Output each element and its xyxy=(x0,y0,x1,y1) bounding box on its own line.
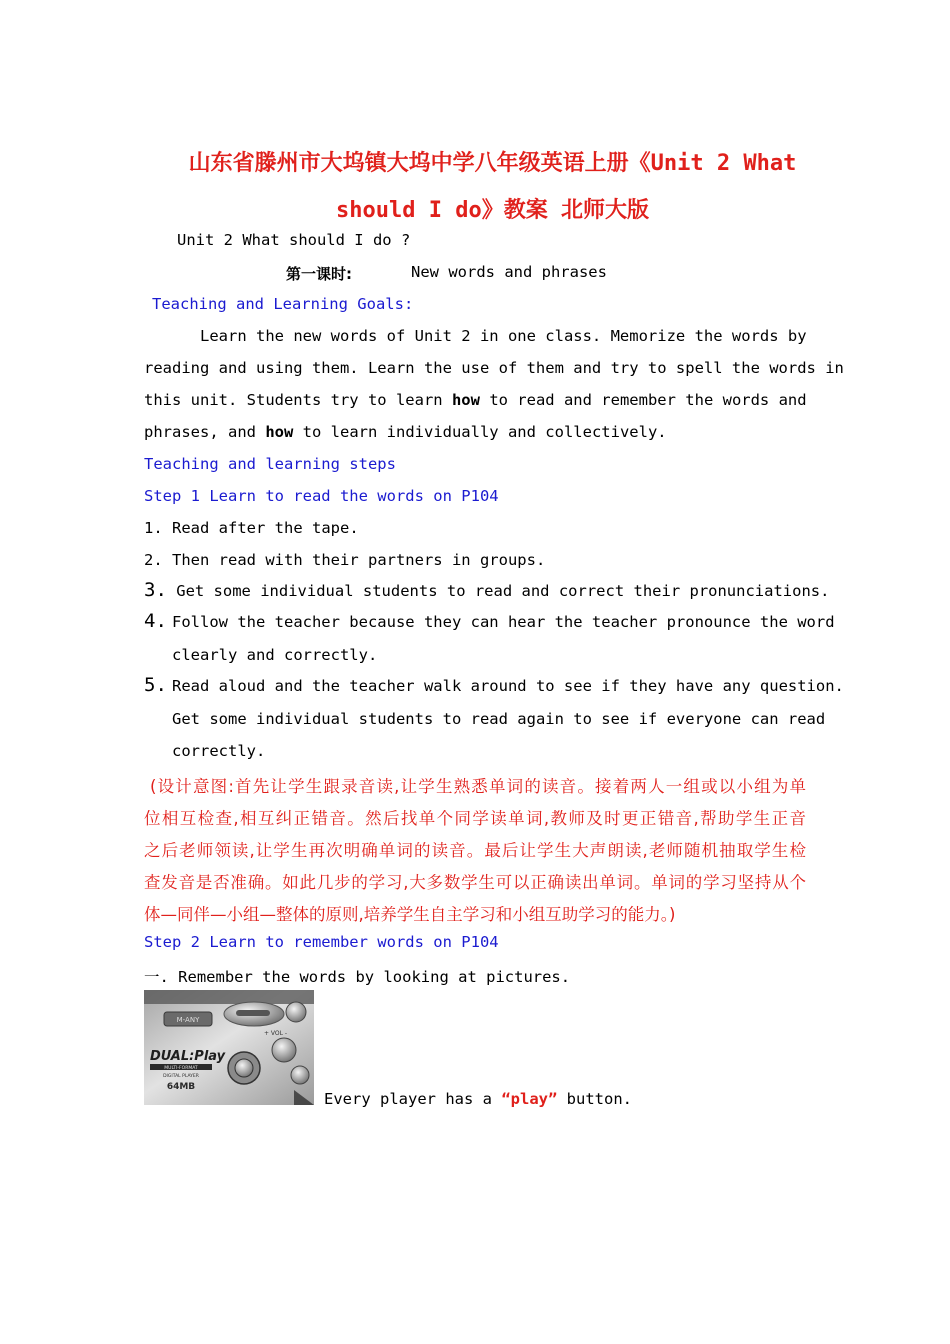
player-logo-text: M-ANY xyxy=(176,1016,200,1024)
design-note-line-5: 体—同伴—小组—整体的原则,培养学生自主学习和小组互助学习的能力。) xyxy=(144,905,676,924)
goals-line-4 xyxy=(144,423,667,441)
design-note-line-2: 位相互检查,相互纠正错音。然后找单个同学读单词,教师及时更正错音,帮助学生正音 xyxy=(144,809,806,828)
goals-line-3-start: this unit. Students try to learn xyxy=(144,391,443,409)
step1-item-5-cont2: correctly. xyxy=(172,742,266,760)
step1-item-4-cont: clearly and correctly. xyxy=(172,646,378,664)
player-sub2-text: DIGITAL PLAYER xyxy=(163,1074,199,1079)
step1-item-5-text: Read aloud and the teacher walk around to see if they have any question. xyxy=(172,677,844,695)
step1-item-3-num: 3. xyxy=(144,579,167,601)
lesson-label: 第一课时: xyxy=(286,265,352,283)
mp3-player-illustration xyxy=(144,990,314,1105)
step1-item-3-text: Get some individual students to read and correct their pronunciations. xyxy=(176,582,830,600)
step1-item-4-text: Follow the teacher because they can hear the teacher pronounce the word xyxy=(172,613,835,631)
goals-heading: Teaching and Learning Goals: xyxy=(152,295,414,313)
design-note-line-1: (设计意图:首先让学生跟录音读,让学生熟悉单词的读音。接着两人一组或以小组为单 xyxy=(150,777,806,796)
unit-heading: Unit 2 What should I do ? xyxy=(177,231,411,249)
design-note-line-3: 之后老师领读,让学生再次明确单词的读音。最后让学生大声朗读,老师随机抽取学生检 xyxy=(144,841,806,860)
step1-item-2 xyxy=(144,551,545,569)
example-word-play: “play” xyxy=(501,1090,558,1108)
player-sub1-text: MULTI-FORMAT xyxy=(164,1066,198,1071)
step1-item-2-text: Then read with their partners in groups. xyxy=(172,551,546,569)
step1-item-3 xyxy=(144,579,829,601)
step1-item-1-num: 1. xyxy=(144,519,163,537)
document-title-line-2: should I do》教案 北师大版 xyxy=(336,198,649,223)
goals-line-3 xyxy=(144,391,806,409)
player-size-text: 64MB xyxy=(166,1082,196,1092)
step2-heading: Step 2 Learn to remember words on P104 xyxy=(144,933,499,951)
steps-heading: Teaching and learning steps xyxy=(144,455,396,473)
mp3-player-photo xyxy=(144,990,314,1105)
step1-item-1 xyxy=(144,519,359,537)
step1-item-1-text: Read after the tape. xyxy=(172,519,359,537)
player-brand-text: DUAL:Play xyxy=(150,1049,226,1064)
goals-how-1: how xyxy=(451,391,480,409)
goals-how-2: how xyxy=(265,423,294,441)
example-sentence-end: button. xyxy=(566,1090,632,1108)
example-sentence-start: Every player has a xyxy=(324,1090,492,1108)
step1-item-5-cont: Get some individual students to read again to see if everyone can read xyxy=(172,710,826,728)
step1-heading: Step 1 Learn to read the words on P104 xyxy=(144,487,499,505)
step1-item-5-num: 5. xyxy=(144,674,167,696)
step1-item-4-num: 4. xyxy=(144,610,167,632)
goals-line-3-end: to read and remember the words and xyxy=(489,391,807,409)
example-sentence xyxy=(324,1090,632,1108)
document-title-line-1: 山东省滕州市大坞镇大坞中学八年级英语上册《Unit 2 What xyxy=(188,151,797,176)
player-vol-text: + VOL - xyxy=(264,1030,288,1037)
goals-line-4-end: to learn individually and collectively. xyxy=(302,423,667,441)
goals-line-4-start: phrases, and xyxy=(144,423,256,441)
lesson-topic: New words and phrases xyxy=(411,263,607,281)
goals-line-1: Learn the new words of Unit 2 in one class. Memorize the words by xyxy=(200,327,807,345)
step2-subheading: 一. Remember the words by looking at pictures. xyxy=(144,968,571,986)
goals-line-2: reading and using them. Learn the use of them and try to spell the words in xyxy=(144,359,844,377)
design-note-line-4: 查发音是否准确。如此几步的学习,大多数学生可以正确读出单词。单词的学习坚持从个 xyxy=(144,873,806,892)
step1-item-2-num: 2. xyxy=(144,551,163,569)
